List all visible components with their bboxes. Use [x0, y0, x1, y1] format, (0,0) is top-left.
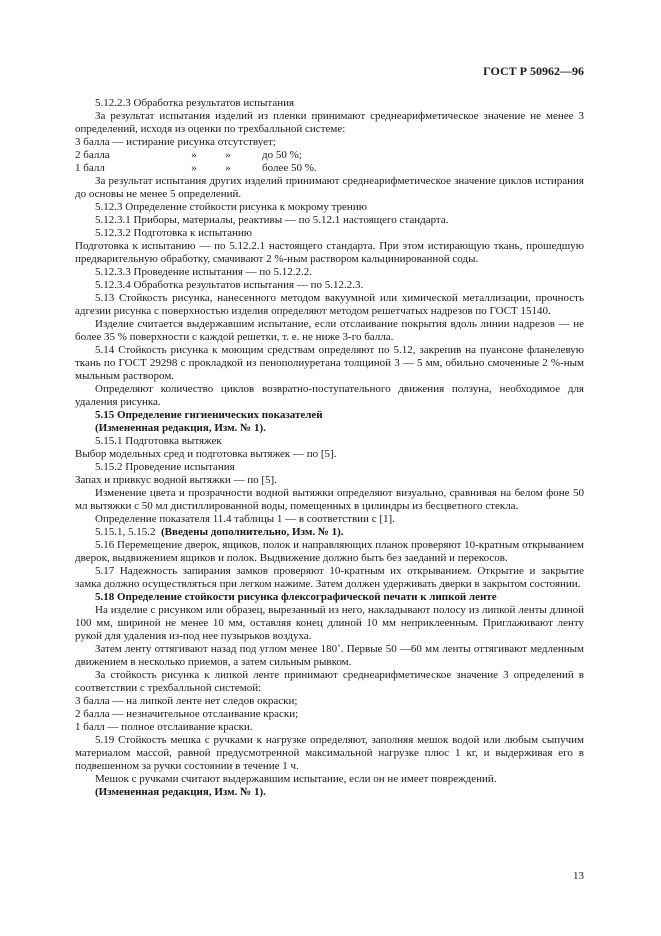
- grade-line: 3 балла — на липкой ленте нет следов окраски;: [75, 695, 298, 707]
- amendment-note: (Введены дополнительно, Изм. № 1).: [161, 526, 344, 538]
- paragraph: На изделие с рисунком или образец, вырезанный из него, накладывают полосу из липкой ленты длиной 100 мм, шириной не менее 10 мм, оставляя конец длиной 10 мм неприклеенным. Приглаживают ленту рукой для удаления из-под нее пузырьков воздуха.: [75, 604, 584, 642]
- page-number: 13: [573, 870, 584, 882]
- grade-line: 3 балла — истирание рисунка отсутствует;: [75, 136, 276, 148]
- paragraph: Изменение цвета и прозрачности водной вытяжки определяют визуально, сравнивая на белом фоне 50 мл вытяжки с 50 мл дистиллированной воды, помещенных в цилиндры из бесцветного стекла.: [75, 487, 584, 512]
- paragraph: Определение показателя 11.4 таблицы 1 — в соответствии с [1].: [95, 513, 395, 525]
- section-heading: 5.12.3.2 Подготовка к испытанию: [95, 227, 252, 239]
- clause-refs: 5.15.1, 5.15.2: [95, 526, 156, 538]
- paragraph: За результат испытания других изделий принимают среднеарифметическое значение циклов истирания до основы не менее 5 определений.: [75, 175, 584, 200]
- section-heading: 5.15.2 Проведение испытания: [95, 461, 235, 473]
- grade-value: более 50 %.: [262, 162, 317, 174]
- paragraph: Выбор модельных сред и подготовка вытяжек — по [5].: [75, 448, 337, 460]
- paragraph: 5.12.3.3 Проведение испытания — по 5.12.2.2.: [95, 266, 313, 278]
- paragraph: 5.13 Стойкость рисунка, нанесенного методом вакуумной или химической металлизации, прочность адгезии рисунка с поверхностью изделия определяют методом решетчатых надрезов по ГОСТ 15140.: [75, 292, 584, 317]
- paragraph: Подготовка к испытанию — по 5.12.2.1 настоящего стандарта. При этом истирающую ткань, прошедшую предварительную обработку, смачивают 2 %-ным раствором кальцинированной соды.: [75, 240, 584, 265]
- ditto-mark: »: [191, 149, 197, 161]
- grade-line: 2 балла — незначительное отслаивание краски;: [75, 708, 299, 720]
- paragraph: 5.16 Перемещение дверок, ящиков, полок и направляющих планок проверяют 10-кратным открыванием дверок, выдвижением ящиков и полок. Выдвижение должно быть без заеданий и перекосов.: [75, 539, 584, 564]
- grade-line: 1 балл — полное отслаивание краски.: [75, 721, 253, 733]
- section-heading: 5.12.3 Определение стойкости рисунка к мокрому трению: [95, 201, 367, 213]
- paragraph: За результат испытания изделий из пленки принимают среднеарифметическое значение не менее 3 определений, исходя из оценки по трехбалльной системе:: [75, 110, 584, 135]
- paragraph: 5.19 Стойкость мешка с ручками к нагрузке определяют, заполняя мешок водой или любым сыпучим материалом массой, равной предусмотренной максимальной нагрузке плюс 1 кг, и выдерживая его в подвешенном за ручки состоянии в течение 1 ч.: [75, 734, 584, 772]
- paragraph: Мешок с ручками считают выдержавшим испытание, если он не имеет повреждений.: [95, 773, 497, 785]
- paragraph: 5.14 Стойкость рисунка к моющим средствам определяют по 5.12, закрепив на пуансоне фланелевую ткань по ГОСТ 29298 с прокладкой из пенополиуретана толщиной 3 — 5 мм, обильно смоченные 2 %-ным мыльным раствором.: [75, 344, 584, 382]
- paragraph: За стойкость рисунка к липкой ленте принимают среднеарифметическое значение 3 определений в соответствии с трехбалльной системой:: [75, 669, 584, 694]
- paragraph: Изделие считается выдержавшим испытание, если отслаивание покрытия вдоль линии надрезов — не более 35 % поверхности с каждой решетки, т. е. не ниже 3-го балла.: [75, 318, 584, 343]
- ditto-mark: »: [225, 149, 231, 161]
- grade-row: [75, 149, 584, 162]
- section-heading: 5.15 Определение гигиенических показателей: [95, 409, 323, 421]
- document-id-header: ГОСТ Р 50962—96: [483, 64, 584, 78]
- grade-label: 2 балла: [75, 149, 110, 161]
- paragraph: Затем ленту оттягивают назад под углом менее 180˚. Первые 50 —60 мм ленты оттягивают медленным движением в несколько приемов, а затем сильным рывком.: [75, 643, 584, 668]
- paragraph: Запах и привкус водной вытяжки — по [5].: [75, 474, 277, 486]
- ditto-mark: »: [191, 162, 197, 174]
- body-text: [75, 97, 584, 799]
- section-heading: 5.12.2.3 Обработка результатов испытания: [95, 97, 295, 109]
- ditto-mark: »: [225, 162, 231, 174]
- section-heading: 5.18 Определение стойкости рисунка флексографической печати к липкой ленте: [95, 591, 497, 603]
- paragraph: 5.17 Надежность запирания замков проверяют 10-кратным их открыванием. Открытие и закрытие замка должно осуществляться при легком нажиме. Затем должен удерживать дверки в закрытом состоянии.: [75, 565, 584, 590]
- section-heading: 5.15.1 Подготовка вытяжек: [95, 435, 222, 447]
- grade-row: [75, 162, 584, 175]
- paragraph: 5.12.3.1 Приборы, материалы, реактивы — по 5.12.1 настоящего стандарта.: [95, 214, 449, 226]
- amendment-note: (Измененная редакция, Изм. № 1).: [95, 422, 266, 434]
- amendment-line: [75, 526, 584, 539]
- amendment-note: (Измененная редакция, Изм. № 1).: [95, 786, 266, 798]
- paragraph: Определяют количество циклов возвратно-поступательного движения ползуна, необходимое для удаления рисунка.: [75, 383, 584, 408]
- paragraph: 5.12.3.4 Обработка результатов испытания — по 5.12.2.3.: [95, 279, 364, 291]
- grade-value: до 50 %;: [262, 149, 302, 161]
- grade-label: 1 балл: [75, 162, 105, 174]
